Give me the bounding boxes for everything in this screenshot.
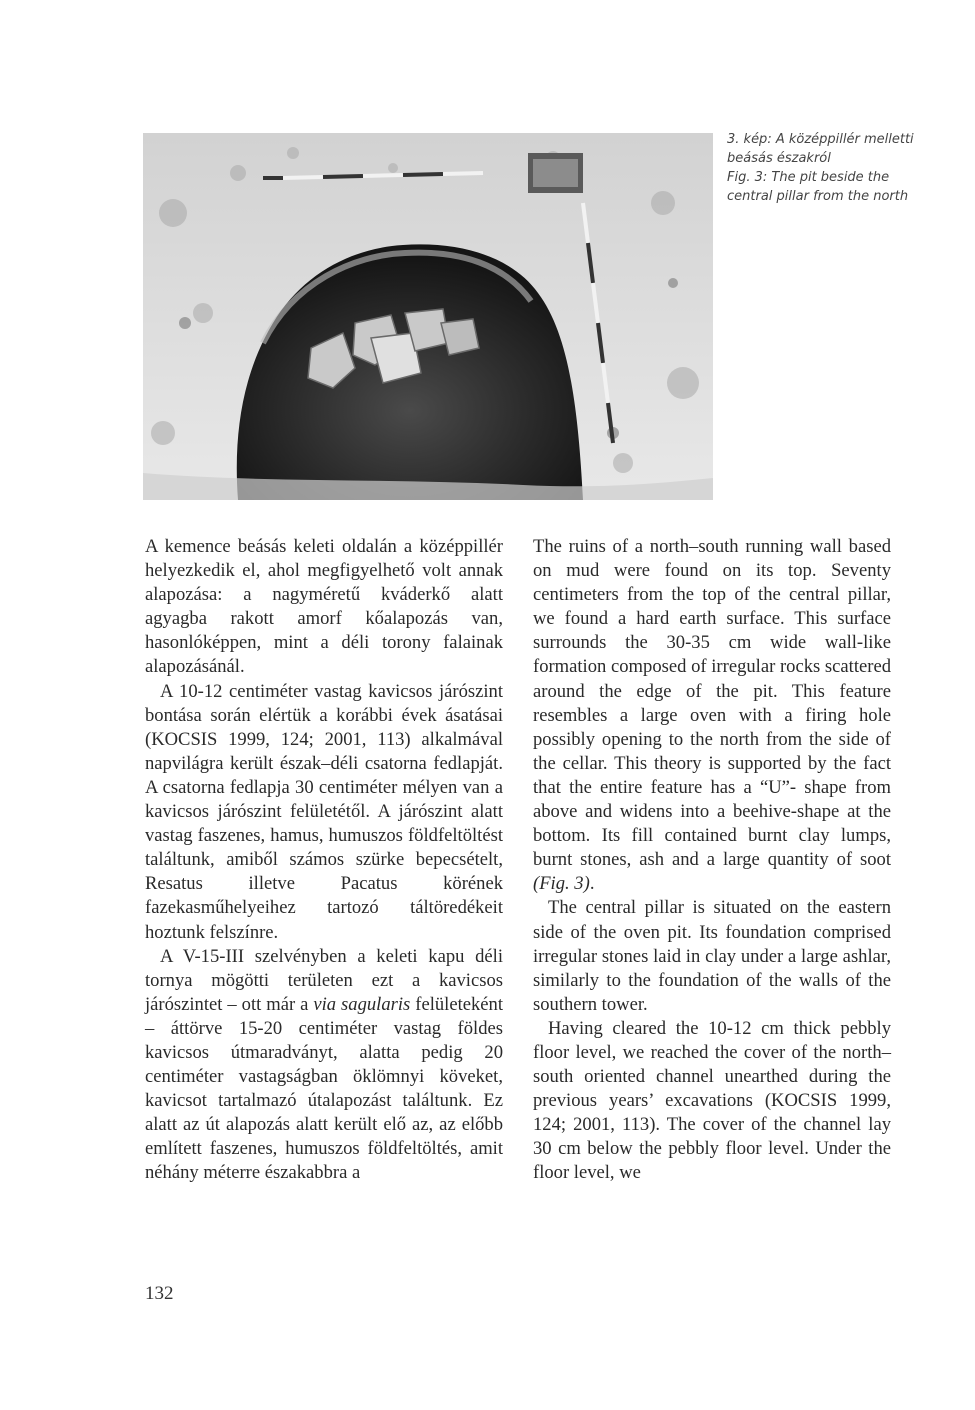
- hungarian-paragraph-2: A 10-12 centiméter vastag kavicsos járószint bontása során elértük a korábbi évek ásatásai (KOCSIS 1999, 124; 2001, 113) alkalmával napvilágra került észak–déli csatorna fedlapját. A csatorna fedlapja 30 centiméter mélyen van a kavicsos járószint felületétől. A járószint alatt vastag faszenes, hamus, humuszos földfeltöltést találtunk, amiből számos szürke bepecsételt, Resatus illetve Pacatus körének fazekasműhelyeihez tartozó táltöredékeit hoztunk felszínre.: [145, 680, 503, 943]
- text-run: felületeként – áttörve 15-20 centiméter vastag földes kavicsos útmaradványt, alatta pedig 20 centiméter vastagságban öklömnyi köveket, kavicsot tartalmazó útalapozást találtunk. Ez alatt az út alapozás alatt került elő az, az előbb említett faszenes, humuszos földfeltöltés, amit néhány méterre északabbra a: [145, 993, 504, 1184]
- figure-caption-english: Fig. 3: The pit beside the central pillar from the north: [727, 170, 909, 204]
- english-paragraph-3: Having cleared the 10-12 cm thick pebbly floor level, we reached the cover of the north–south oriented channel unearthed during the previous years’ excavations (KOCSIS 1999, 124; 2001, 113). The cover of the channel lay 30 cm below the pebbly floor level. Under the floor level, we: [533, 1017, 891, 1184]
- text-run: The ruins of a north–south running wall based on mud were found on its top. Seventy centimeters from the top of the central pillar, we found a hard earth surface. This surface surrounds the 30-35 cm wide wall-like formation composed of irregular rocks scattered around the edge of the pit. This feature resembles a large oven with a firing hole possibly opening to the north from the side of the cellar. This theory is supported by the fact that the entire feature has a “U”- shape from above and widens into a beehive-shape at the bottom. Its fill contained burnt clay lumps, burnt stones, ash and a large quantity of soot: [533, 536, 891, 871]
- text-run: A V-15-III szelvényben a keleti kapu déli tornya mögötti területen ezt a kavicsos járószintet – ott már a: [145, 945, 503, 1015]
- hungarian-paragraph-1: A kemence beásás keleti oldalán a középpillér helyezkedik el, ahol megfigyelhető volt annak alapozása: a nagyméretű kváderkő alatt agyagba rakott amorf kőalapozás van, hasonlóképpen, mint a déli torony falainak alapozásánál.: [145, 536, 503, 678]
- figure-caption: [727, 130, 927, 206]
- excavation-photo: [143, 133, 713, 500]
- figure-caption-hungarian: 3. kép: A középpillér melletti beásás északról: [727, 132, 914, 166]
- hungarian-paragraph-3: [145, 945, 503, 1186]
- italic-term-via-sagularis: via sagularis: [313, 993, 411, 1015]
- text-run: .: [589, 873, 595, 895]
- excavation-photo-drawing: [143, 133, 713, 500]
- english-text-column: [533, 535, 891, 1186]
- figure-reference: (Fig. 3): [533, 873, 590, 895]
- english-paragraph-2: The central pillar is situated on the eastern side of the oven pit. Its foundation comprised irregular stones laid in clay under a large ashlar, similarly to the foundation of the walls of the southern tower.: [533, 897, 891, 1015]
- hungarian-text-column: [145, 535, 503, 1186]
- page-number: 132: [145, 1283, 174, 1304]
- english-paragraph-1: [533, 535, 891, 896]
